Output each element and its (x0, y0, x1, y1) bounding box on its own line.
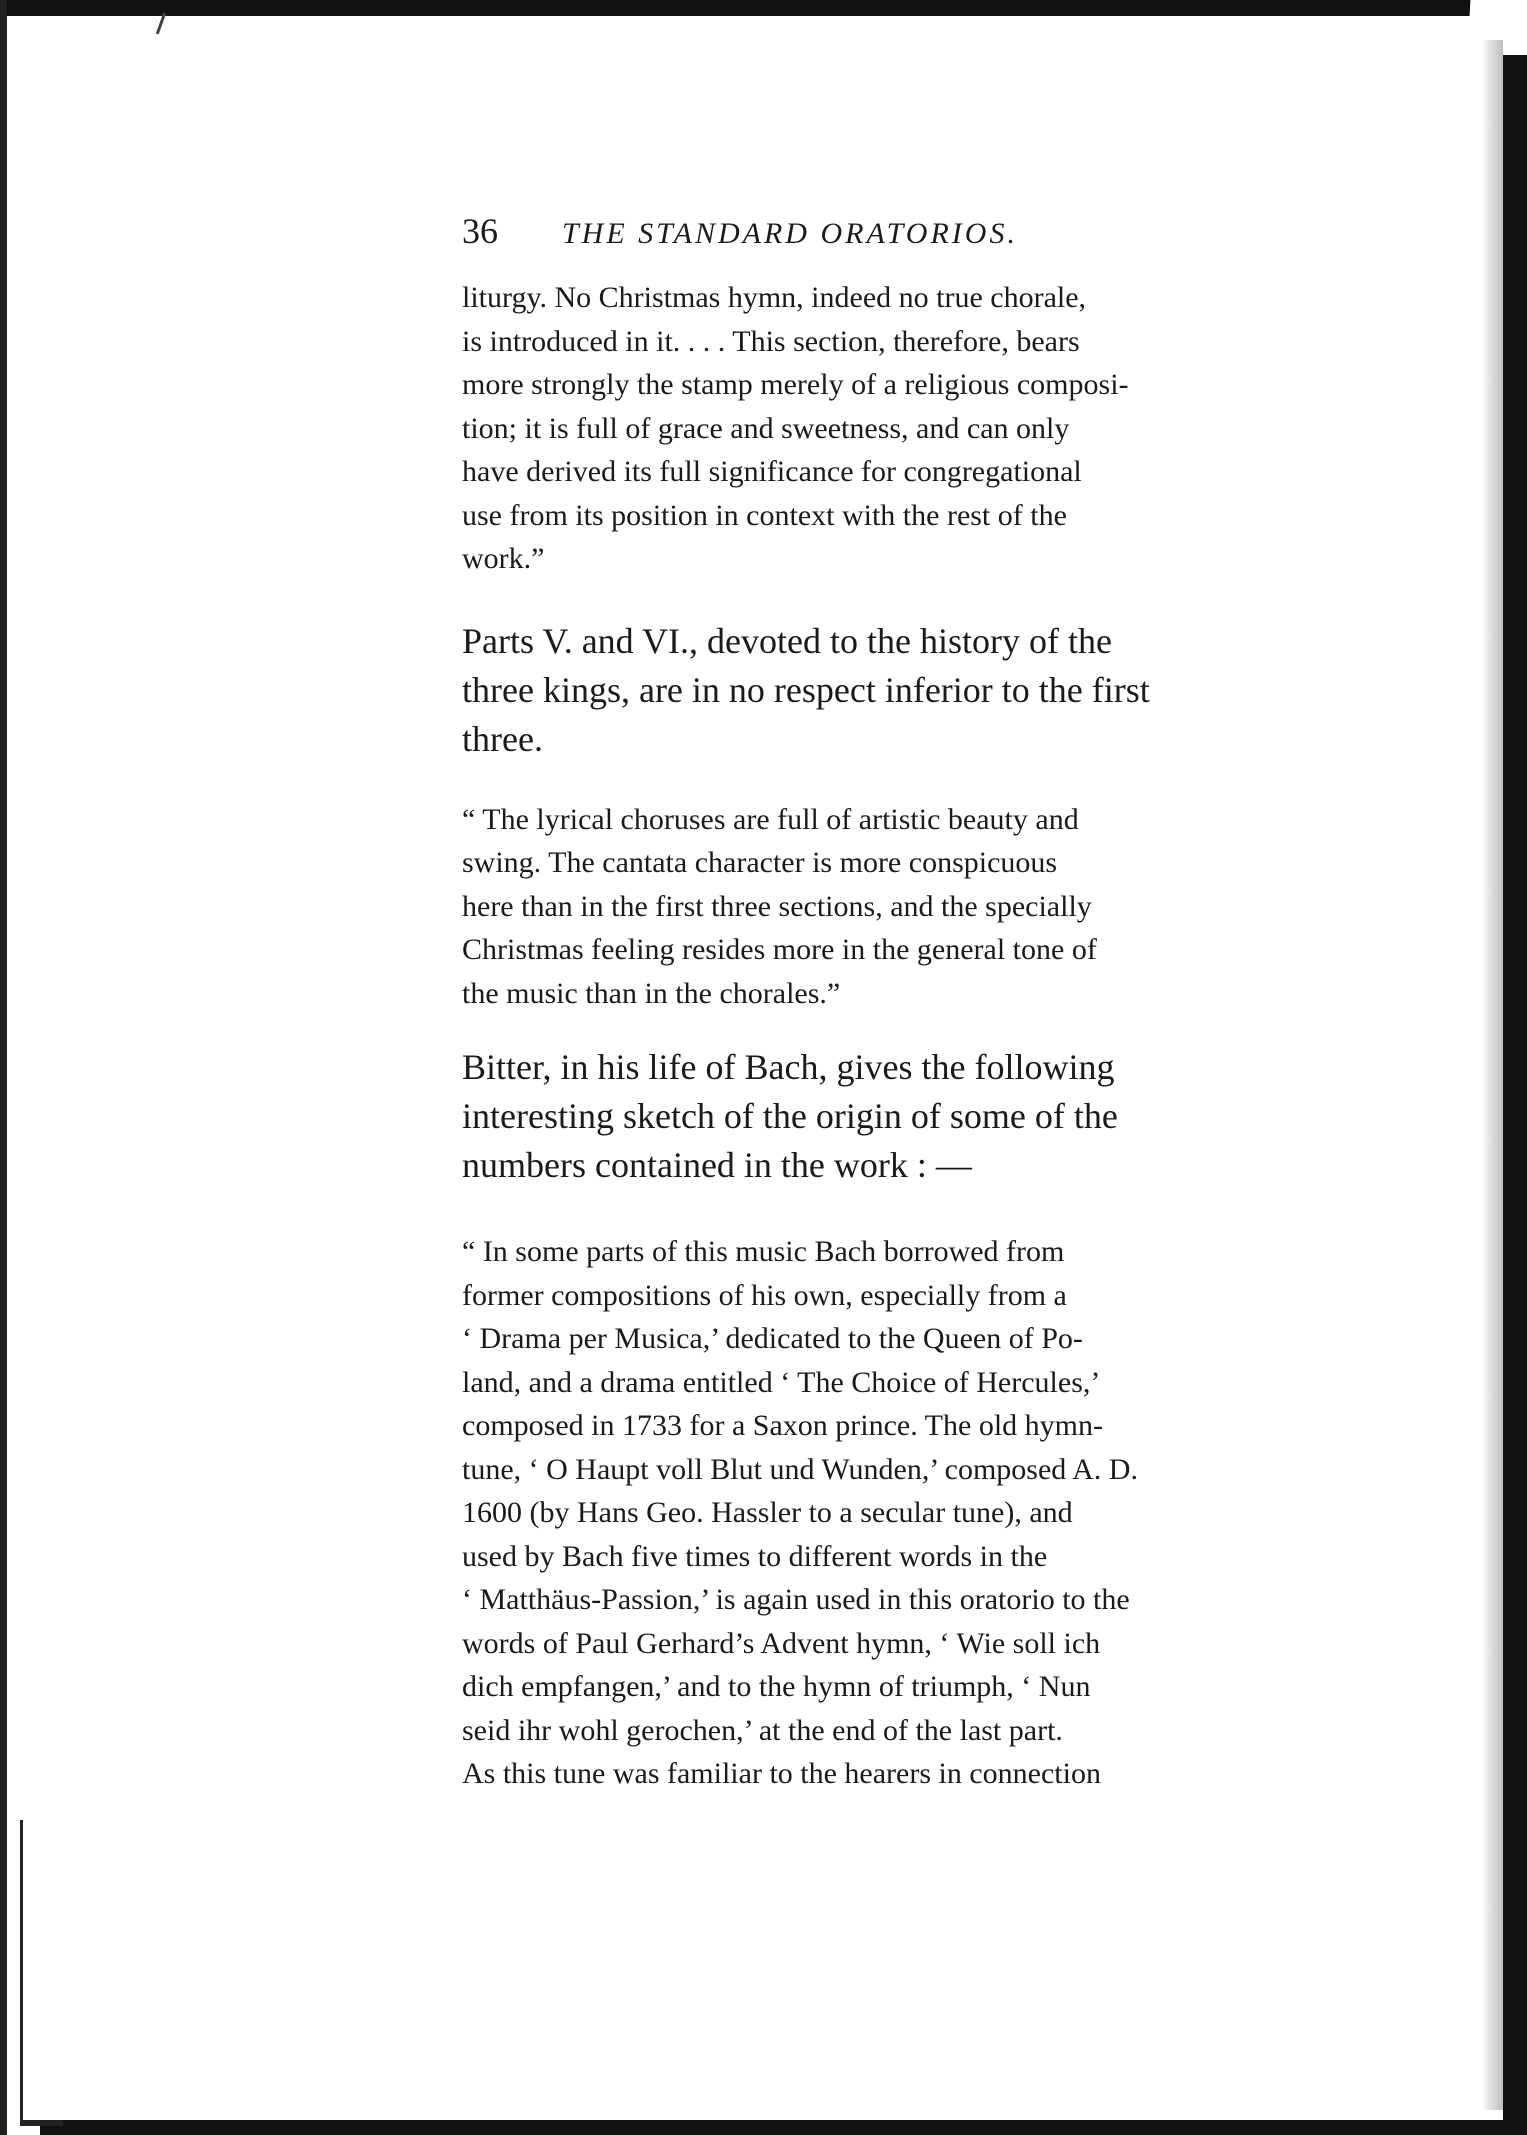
text-line: seid ihr wohl gerochen,’ at the end of the last part. (462, 1713, 1063, 1747)
text-line: As this tune was familiar to the hearers in connection (462, 1757, 1101, 1790)
text-line: use from its position in context with the rest of the (462, 498, 1067, 532)
text-line: is introduced in it. . . . This section, therefore, bears (462, 324, 1080, 358)
text-line: tion; it is full of grace and sweetness, and can only (462, 411, 1070, 445)
book-page (462, 210, 1320, 1796)
text-line: ‘ Drama per Musica,’ dedicated to the Queen of Po- (462, 1322, 1083, 1355)
text-line: here than in the first three sections, and the specially (462, 889, 1092, 923)
text-line: “ In some parts of this music Bach borrowed from (462, 1235, 1065, 1268)
paragraph-bitter (462, 1043, 1320, 1190)
text-line: work.” (462, 542, 545, 575)
text-line: have derived its full significance for congregational (462, 455, 1082, 488)
scan-edge-top (0, 0, 1470, 16)
text-line: used by Bach five times to different words in the (462, 1539, 1048, 1573)
text-line: 1600 (by Hans Geo. Hassler to a secular tune), and (462, 1496, 1073, 1529)
scan-edge-bottom (40, 2120, 1527, 2135)
scan-edge-shadow (1483, 40, 1503, 2110)
paragraph-quote-lyrical-choruses (462, 798, 1320, 1016)
page-number: 36 (462, 211, 498, 251)
text-line: land, and a drama entitled ‘ The Choice of Hercules,’ (462, 1365, 1101, 1399)
text-line: numbers contained in the work : — (462, 1145, 972, 1185)
text-line: ‘ Matthäus-Passion,’ is again used in this oratorio to the (462, 1583, 1130, 1616)
text-line: Parts V. and VI., devoted to the history of the (462, 620, 1112, 661)
text-line: former compositions of his own, especially from a (462, 1278, 1067, 1312)
paragraph-quote-liturgy (462, 276, 1320, 581)
text-line: three. (462, 718, 543, 759)
text-line: tune, ‘ O Haupt voll Blut und Wunden,’ composed A. D. (462, 1452, 1138, 1486)
text-line: liturgy. No Christmas hymn, indeed no true chorale, (462, 281, 1087, 314)
text-line: swing. The cantata character is more conspicuous (462, 846, 1058, 879)
scan-binding-mark (20, 1820, 63, 2126)
text-line: words of Paul Gerhard’s Advent hymn, ‘ Wie soll ich (462, 1626, 1101, 1660)
text-line: the music than in the chorales.” (462, 976, 841, 1010)
text-line: “ The lyrical choruses are full of artistic beauty and (462, 802, 1079, 836)
paragraph-quote-bach-borrowed (462, 1230, 1320, 1796)
page-header (462, 210, 1320, 258)
text-line: interesting sketch of the origin of some of the (462, 1096, 1118, 1136)
text-line: Christmas feeling resides more in the general tone of (462, 933, 1097, 966)
text-line: three kings, are in no respect inferior to the first (462, 669, 1150, 710)
paragraph-parts-v-vi (462, 617, 1320, 764)
scan-edge-left (0, 0, 7, 2135)
text-line: dich empfangen,’ and to the hymn of triumph, ‘ Nun (462, 1670, 1091, 1703)
scan-edge-right (1503, 55, 1527, 2135)
text-line: composed in 1733 for a Saxon prince. The old hymn- (462, 1409, 1103, 1442)
text-line: more strongly the stamp merely of a religious composi- (462, 368, 1129, 401)
running-title: THE STANDARD ORATORIOS. (562, 217, 1018, 250)
text-line: Bitter, in his life of Bach, gives the following (462, 1047, 1115, 1087)
